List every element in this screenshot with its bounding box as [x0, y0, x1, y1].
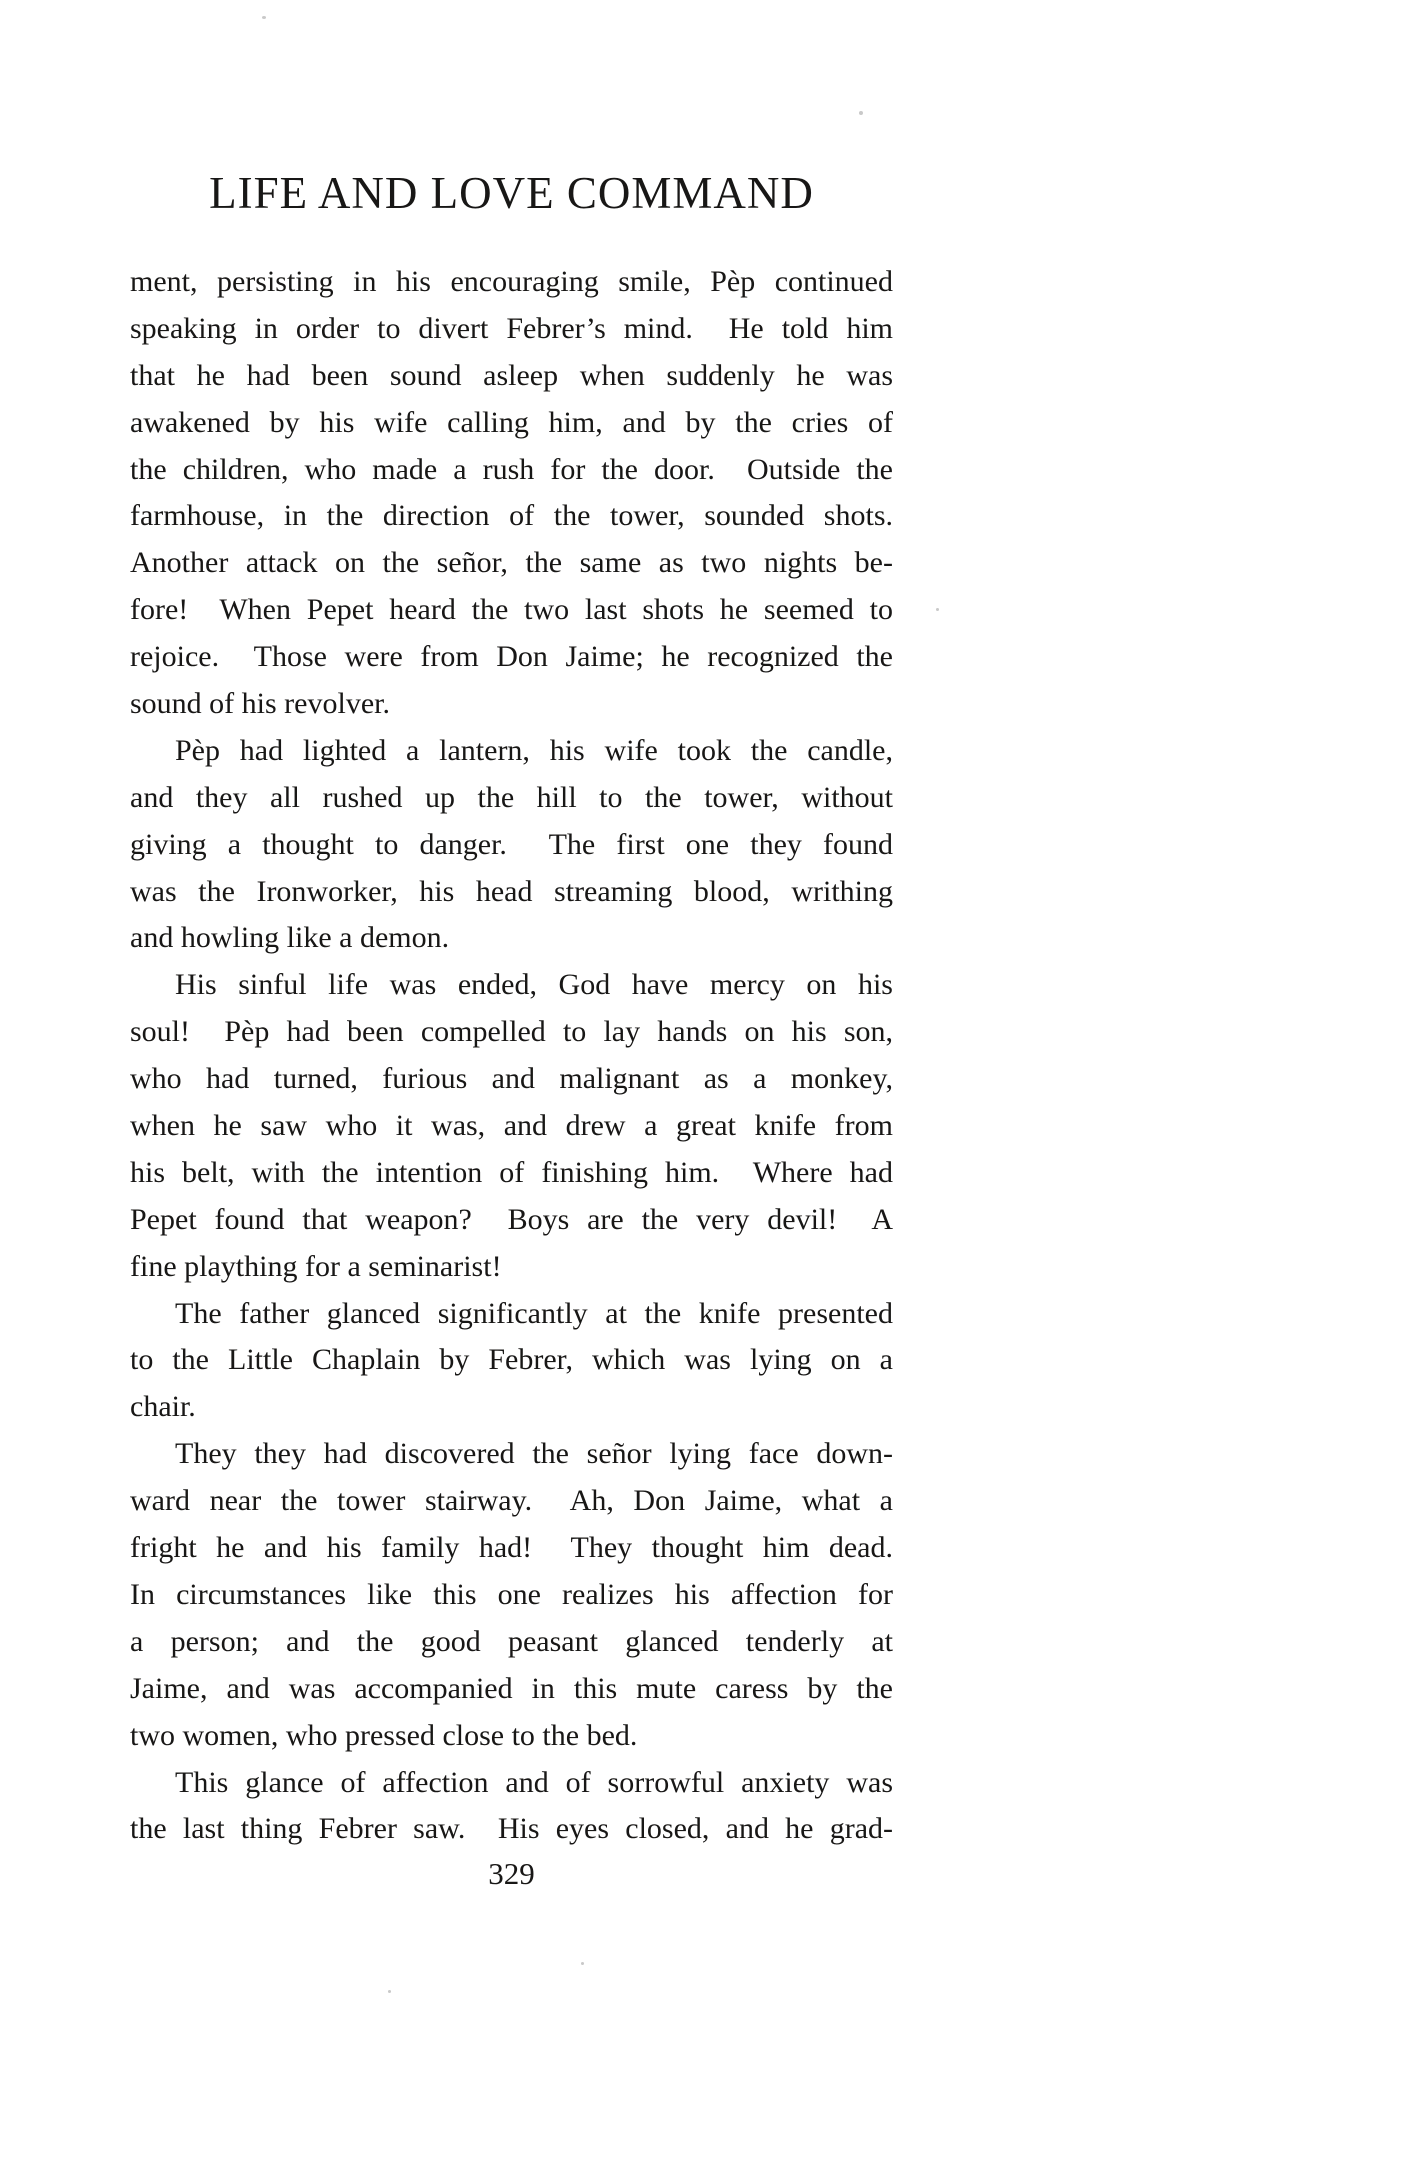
text-line: giving a thought to danger. The first one they found — [130, 827, 893, 861]
text-line: a person; and the good peasant glanced tenderly at — [130, 1624, 893, 1658]
text-line: His sinful life was ended, God have mercy on his — [175, 968, 893, 1002]
text-line: Another attack on the señor, the same as two nights be- — [130, 546, 893, 580]
text-line: that he had been sound asleep when suddenly he was — [130, 358, 893, 392]
page-number: 329 — [488, 1856, 535, 1891]
text-line: ward near the tower stairway. Ah, Don Jaime, what a — [130, 1484, 893, 1518]
text-line: Jaime, and was accompanied in this mute caress by the — [130, 1671, 893, 1705]
text-line: fine plaything for a seminarist! — [130, 1249, 502, 1283]
text-line: fore! When Pepet heard the two last shots he seemed to — [130, 593, 893, 627]
text-line: They they had discovered the señor lying face down- — [175, 1437, 893, 1471]
text-line: to the Little Chaplain by Febrer, which was lying on a — [130, 1343, 893, 1377]
scan-speck — [388, 1990, 391, 1993]
text-line: speaking in order to divert Febrer’s mind. He told him — [130, 311, 893, 345]
text-line: Pepet found that weapon? Boys are the very devil! A — [130, 1202, 893, 1236]
scan-speck — [262, 16, 266, 19]
text-line: Pèp had lighted a lantern, his wife took the candle, — [175, 733, 893, 767]
text-line: when he saw who it was, and drew a great knife from — [130, 1109, 893, 1143]
text-line: sound of his revolver. — [130, 687, 390, 721]
text-line: ment, persisting in his encouraging smile, Pèp continued — [130, 265, 893, 298]
text-line: and howling like a demon. — [130, 921, 450, 955]
text-line: In circumstances like this one realizes his affection for — [130, 1577, 893, 1611]
text-line: the last thing Febrer saw. His eyes closed, and he grad- — [130, 1812, 893, 1846]
text-line: the children, who made a rush for the door. Outside the — [130, 452, 893, 486]
text-line: fright he and his family had! They thought him dead. — [130, 1531, 893, 1565]
text-line: The father glanced significantly at the knife presented — [175, 1296, 893, 1330]
text-line: chair. — [130, 1390, 196, 1424]
text-line: awakened by his wife calling him, and by the cries of — [130, 405, 893, 439]
text-line: farmhouse, in the direction of the tower, sounded shots. — [130, 499, 893, 533]
page-body — [130, 259, 893, 1853]
text-line: soul! Pèp had been compelled to lay hands on his son, — [130, 1015, 893, 1049]
page-title: LIFE AND LOVE COMMAND — [209, 168, 814, 218]
text-line: and they all rushed up the hill to the tower, without — [130, 780, 893, 814]
scan-speck — [859, 111, 863, 115]
scan-speck — [936, 608, 939, 611]
text-line: who had turned, furious and malignant as a monkey, — [130, 1062, 893, 1096]
text-line: This glance of affection and of sorrowful anxiety was — [175, 1765, 893, 1799]
text-line: two women, who pressed close to the bed. — [130, 1718, 638, 1752]
text-line: was the Ironworker, his head streaming blood, writhing — [130, 874, 893, 908]
scan-speck — [581, 1962, 584, 1965]
text-line: rejoice. Those were from Don Jaime; he recognized the — [130, 640, 893, 674]
text-line: his belt, with the intention of finishing him. Where had — [130, 1155, 893, 1189]
